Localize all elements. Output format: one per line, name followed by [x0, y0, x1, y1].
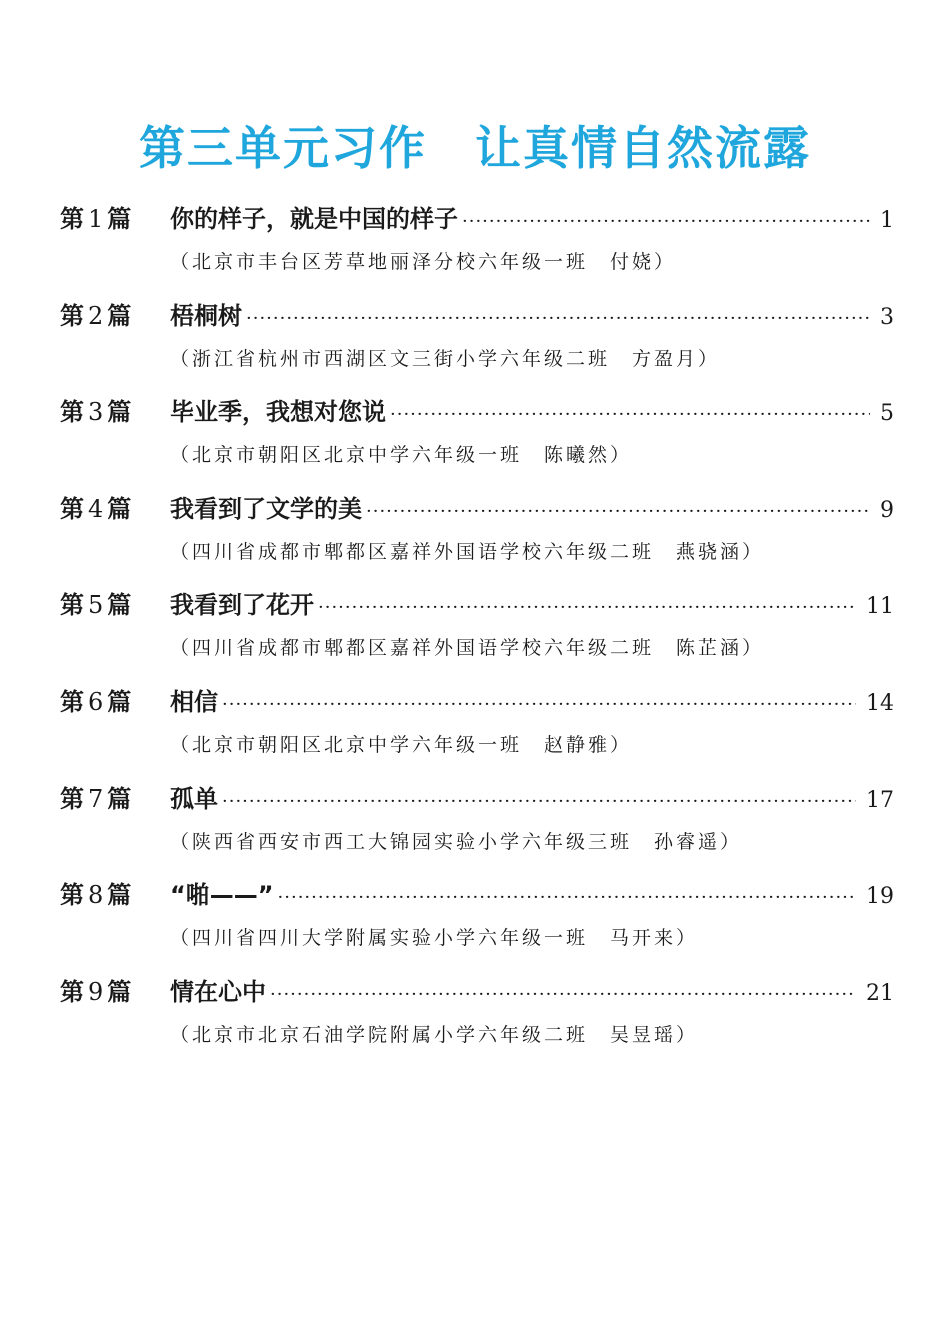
- toc-entry-8[interactable]: [60, 872, 894, 969]
- entry-number: 第 2 篇: [60, 300, 132, 330]
- page-title: [0, 112, 950, 178]
- entry-author: （浙江省杭州市西湖区文三街小学六年级二班 方盈月）: [170, 347, 721, 370]
- entry-page-number: 11: [866, 594, 894, 620]
- dot-leader: [246, 296, 870, 342]
- entry-author: （北京市朝阳区北京中学六年级一班 赵静雅）: [170, 733, 633, 756]
- entry-author: （四川省四川大学附属实验小学六年级一班 马开来）: [170, 927, 699, 950]
- entry-number: 第 1 篇: [60, 204, 132, 233]
- theme-title: 让真情自然流露: [475, 121, 811, 175]
- entry-title: 你的样子，就是中国的样子: [170, 205, 458, 233]
- entry-author: （北京市丰台区芳草地丽泽分校六年级一班 付娆）: [170, 251, 677, 273]
- entry-page-number: 21: [866, 980, 894, 1006]
- dot-leader: [222, 779, 856, 825]
- entry-page-number: 9: [880, 497, 894, 523]
- dot-leader: [278, 875, 856, 921]
- entry-author: （北京市朝阳区北京中学六年级一班 陈曦然）: [170, 444, 633, 467]
- toc-entry-4[interactable]: [60, 486, 894, 583]
- dot-leader: [270, 972, 856, 1018]
- entry-page-number: 5: [880, 401, 894, 427]
- entry-number: 第 7 篇: [60, 783, 132, 813]
- entry-title: 毕业季，我想对您说: [170, 398, 386, 427]
- toc-entry-9[interactable]: [60, 969, 894, 1066]
- entry-title: 相信: [170, 687, 218, 716]
- toc-entry-3[interactable]: [60, 389, 894, 486]
- dot-leader: [390, 392, 870, 438]
- entry-page-number: 3: [880, 304, 894, 330]
- entry-page-number: 19: [866, 884, 894, 910]
- dot-leader: [222, 682, 856, 728]
- entry-number: 第 4 篇: [60, 493, 132, 523]
- entry-page-number: 1: [880, 208, 894, 233]
- entry-author: （四川省成都市郫都区嘉祥外国语学校六年级二班 陈芷涵）: [170, 637, 765, 660]
- unit-title: 第三单元习作: [139, 121, 427, 175]
- entry-author: （陕西省西安市西工大锦园实验小学六年级三班 孙睿遥）: [170, 830, 743, 853]
- entry-number: 第 8 篇: [60, 880, 132, 910]
- entry-author: （四川省成都市郫都区嘉祥外国语学校六年级二班 燕骁涵）: [170, 540, 765, 563]
- entry-page-number: 17: [866, 787, 894, 813]
- entry-number: 第 3 篇: [60, 397, 132, 427]
- entry-title: 情在心中: [170, 977, 266, 1006]
- toc-entry-6[interactable]: [60, 679, 894, 776]
- toc-entry-7[interactable]: [60, 776, 894, 873]
- entry-title: 梧桐树: [170, 301, 242, 330]
- toc-entry-2[interactable]: [60, 293, 894, 390]
- entry-title: 孤单: [170, 784, 218, 813]
- entry-author: （北京市北京石油学院附属小学六年级二班 吴昱瑶）: [170, 1023, 699, 1046]
- entry-title: “啪——”: [170, 881, 274, 910]
- entry-number: 第 9 篇: [60, 976, 132, 1006]
- dot-leader: [318, 585, 856, 631]
- toc-entry-5[interactable]: [60, 582, 894, 679]
- entry-number: 第 5 篇: [60, 590, 132, 620]
- entry-page-number: 14: [866, 690, 894, 716]
- table-of-contents: [60, 196, 894, 1065]
- dot-leader: [462, 199, 870, 245]
- entry-title: 我看到了文学的美: [170, 494, 362, 523]
- toc-entry-1[interactable]: [60, 196, 894, 293]
- entry-number: 第 6 篇: [60, 686, 132, 716]
- dot-leader: [366, 489, 870, 535]
- entry-title: 我看到了花开: [170, 591, 314, 620]
